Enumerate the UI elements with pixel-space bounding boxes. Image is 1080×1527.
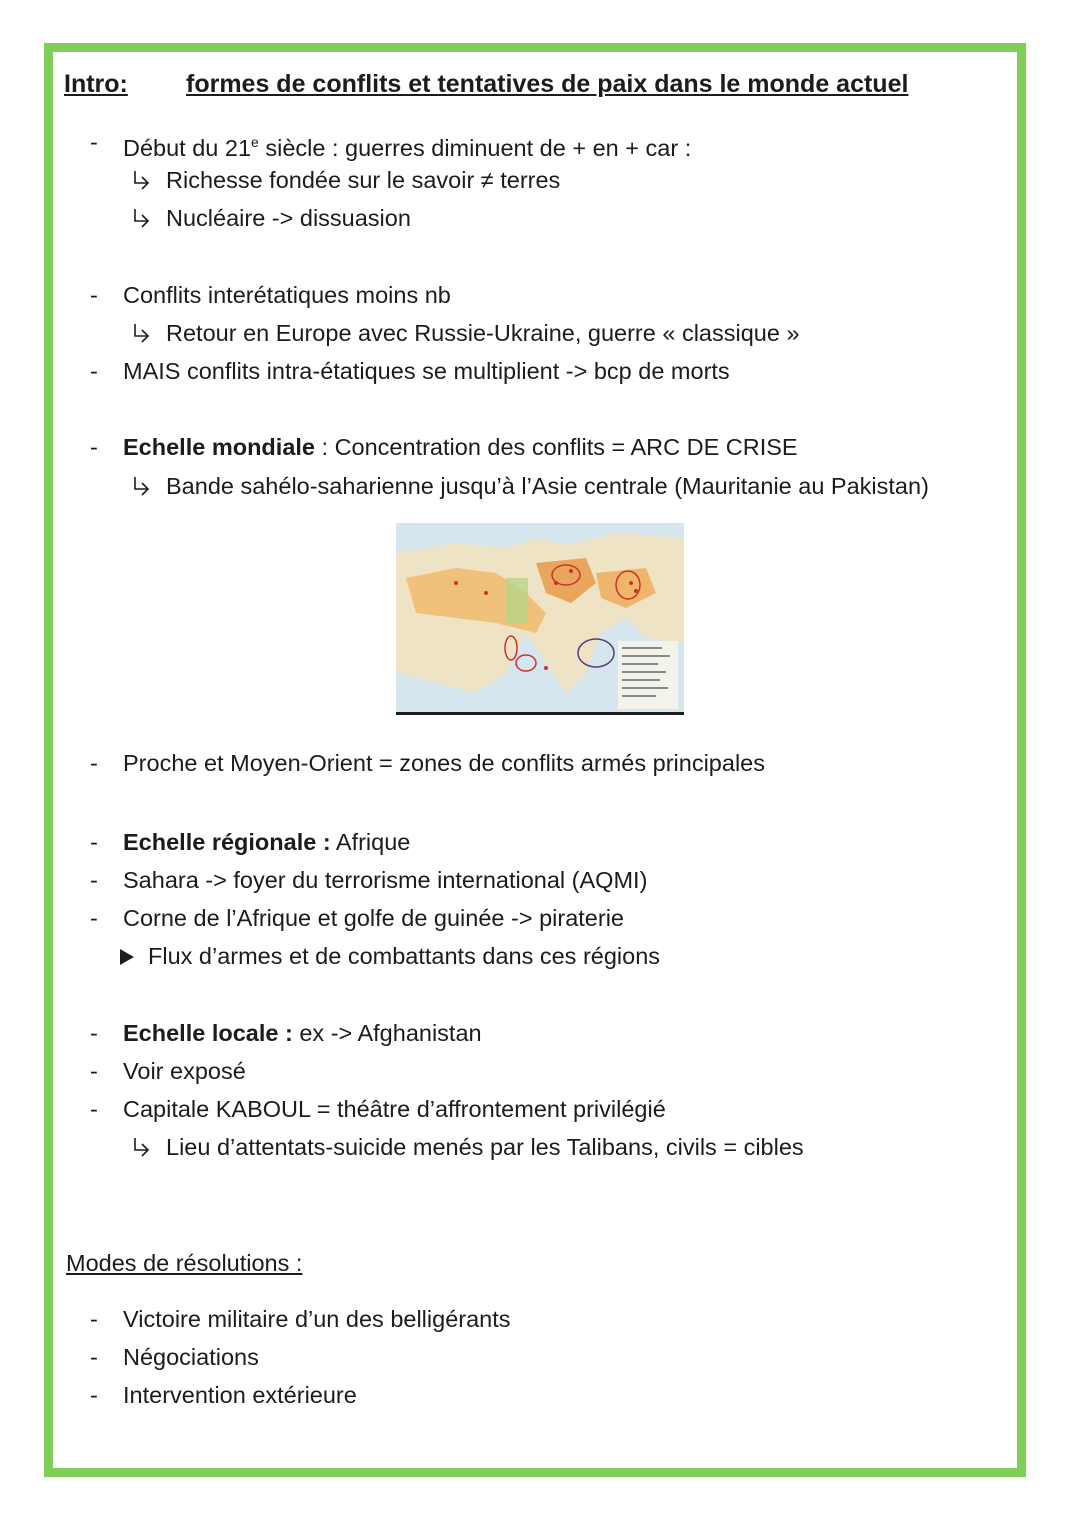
triangle-bullet-icon — [120, 949, 134, 965]
bold-label: Echelle régionale : — [123, 829, 331, 855]
sub-item-text: Retour en Europe avec Russie-Ukraine, guerre « classique » — [166, 320, 800, 346]
text-part: ex -> Afghanistan — [292, 1020, 482, 1046]
intro-label: Intro: — [64, 70, 128, 98]
bullet-text-echelle-regionale — [123, 828, 410, 856]
text-part: Début du 21 — [123, 134, 252, 161]
arc-de-crise-map-image — [396, 523, 684, 713]
bullet-dash: - — [90, 1382, 98, 1408]
bullet-text-echelle-mondiale — [123, 433, 798, 461]
bold-label: Echelle locale : — [123, 1020, 293, 1046]
sub-item-bande-sahelo — [130, 472, 929, 503]
bullet-dash: - — [90, 1058, 98, 1084]
bullet-text-victoire: Victoire militaire d’un des belligérants — [123, 1306, 511, 1332]
superscript: e — [251, 134, 259, 150]
curved-arrow-icon — [130, 475, 156, 503]
bullet-dash: - — [90, 1344, 98, 1370]
bullet-dash: - — [90, 1020, 98, 1046]
bullet-text-intra-etatiques: MAIS conflits intra-étatiques se multiplient -> bcp de morts — [123, 358, 730, 384]
sub-item-retour-europe — [130, 319, 800, 350]
sub-item-nucleaire — [130, 204, 411, 235]
text-part: Afrique — [330, 829, 411, 855]
bullet-text-sahara: Sahara -> foyer du terrorisme international (AQMI) — [123, 867, 648, 893]
bullet-dash: - — [90, 867, 98, 893]
bullet-dash: - — [90, 129, 98, 155]
curved-arrow-icon — [130, 207, 156, 235]
sub-item-flux-armes — [120, 942, 660, 970]
bullet-text-21e-siecle — [123, 128, 691, 162]
page-title: formes de conflits et tentatives de paix dans le monde actuel — [186, 70, 909, 98]
bold-label: Echelle mondiale — [123, 434, 315, 460]
bullet-text-negociations: Négociations — [123, 1344, 259, 1370]
sub-item-text: Flux d’armes et de combattants dans ces régions — [148, 943, 661, 969]
bullet-dash: - — [90, 1096, 98, 1122]
sub-item-text: Lieu d’attentats-suicide menés par les Talibans, civils = cibles — [166, 1134, 804, 1160]
bullet-text-echelle-locale — [123, 1019, 482, 1047]
curved-arrow-icon — [130, 169, 156, 197]
text-part: siècle : guerres diminuent de + en + car : — [258, 134, 692, 161]
sub-item-text: Richesse fondée sur le savoir ≠ terres — [166, 167, 561, 193]
bullet-dash: - — [90, 829, 98, 855]
sub-item-text: Nucléaire -> dissuasion — [166, 205, 411, 231]
map-illustration — [396, 523, 684, 713]
curved-arrow-icon — [130, 322, 156, 350]
bullet-dash: - — [90, 358, 98, 384]
map-caption-rule — [396, 712, 684, 715]
bullet-dash: - — [90, 750, 98, 776]
bullet-dash: - — [90, 434, 98, 460]
sub-item-text: Bande sahélo-saharienne jusqu’à l’Asie centrale (Mauritanie au Pakistan) — [166, 473, 929, 499]
curved-arrow-icon — [130, 1136, 156, 1164]
bullet-dash: - — [90, 905, 98, 931]
bullet-text-voir-expose: Voir exposé — [123, 1058, 246, 1084]
bullet-text-proche-orient: Proche et Moyen-Orient = zones de conflits armés principales — [123, 750, 765, 776]
section-heading-modes: Modes de résolutions : — [66, 1250, 303, 1276]
bullet-text-intervention: Intervention extérieure — [123, 1382, 357, 1408]
bullet-text-kaboul: Capitale KABOUL = théâtre d’affrontement privilégié — [123, 1096, 666, 1122]
text-part: : Concentration des conflits = ARC DE CRISE — [314, 434, 798, 460]
bullet-dash: - — [90, 1306, 98, 1332]
bullet-dash: - — [90, 282, 98, 308]
bullet-text-interetatiques: Conflits interétatiques moins nb — [123, 282, 451, 308]
sub-item-richesse — [130, 166, 560, 197]
bullet-text-corne-afrique: Corne de l’Afrique et golfe de guinée -> piraterie — [123, 905, 624, 931]
sub-item-attentats — [130, 1133, 804, 1164]
